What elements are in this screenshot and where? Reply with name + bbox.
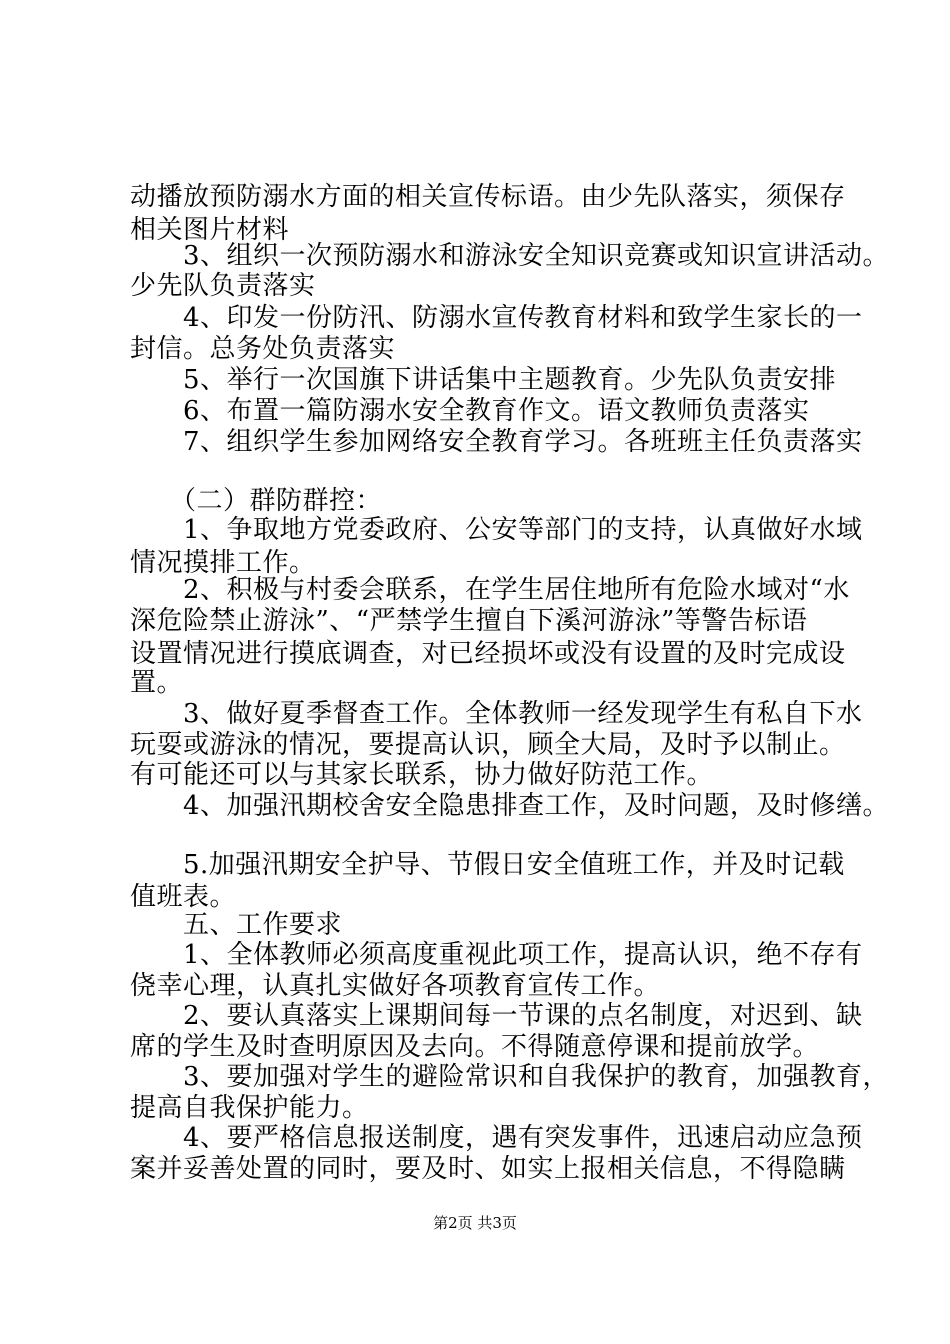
section-heading: 五、工作要求 bbox=[130, 910, 343, 940]
text-line: 4、印发一份防汛、防溺水宣传教育材料和致学生家长的一 bbox=[130, 303, 863, 333]
text-line: 玩耍或游泳的情况，要提高认识，顾全大局，及时予以制止。 bbox=[130, 730, 846, 760]
text-line: 4、要严格信息报送制度，遇有突发事件，迅速启动应急预 bbox=[130, 1123, 863, 1153]
text-line: 有可能还可以与其家长联系，协力做好防范工作。 bbox=[130, 760, 714, 790]
text-line: 封信。总务处负责落实 bbox=[130, 334, 396, 364]
text-line: 值班表。 bbox=[130, 882, 237, 912]
text-line: 7、组织学生参加网络安全教育学习。各班班主任负责落实 bbox=[130, 427, 863, 457]
text-line: 4、加强汛期校舍安全隐患排查工作，及时问题，及时修缮。 bbox=[130, 791, 890, 821]
text-line: 3、做好夏季督查工作。全体教师一经发现学生有私自下水 bbox=[130, 699, 863, 729]
text-line: 2、积极与村委会联系，在学生居住地所有危险水域对“水 bbox=[130, 575, 850, 605]
text-line: 侥幸心理，认真扎实做好各项教育宣传工作。 bbox=[130, 971, 661, 1001]
text-line: 深危险禁止游泳”、“严禁学生擅自下溪河游泳”等警告标语 bbox=[130, 606, 808, 636]
page-number-footer: 第2页 共3页 bbox=[433, 1214, 517, 1232]
text-line: 置。 bbox=[130, 668, 184, 698]
text-line: 1、争取地方党委政府、公安等部门的支持，认真做好水域 bbox=[130, 515, 863, 545]
text-line: 提高自我保护能力。 bbox=[130, 1093, 369, 1123]
text-line: 少先队负责落实 bbox=[130, 271, 316, 301]
section-heading: （二）群防群控： bbox=[130, 486, 383, 516]
text-line: 5、举行一次国旗下讲话集中主题教育。少先队负责安排 bbox=[130, 365, 837, 395]
text-line: 席的学生及时查明原因及去向。不得随意停课和提前放学。 bbox=[130, 1032, 820, 1062]
text-line: 情况摸排工作。 bbox=[130, 548, 316, 578]
text-line: 相关图片材料 bbox=[130, 215, 290, 245]
text-line: 2、要认真落实上课期间每一节课的点名制度，对迟到、缺 bbox=[130, 1001, 863, 1031]
text-line: 1、全体教师必须高度重视此项工作，提高认识，绝不存有 bbox=[130, 940, 863, 970]
text-line: 5.加强汛期安全护导、节假日安全值班工作，并及时记载 bbox=[130, 850, 845, 880]
text-line: 3、要加强对学生的避险常识和自我保护的教育，加强教育， bbox=[130, 1062, 890, 1092]
text-line: 案并妥善处置的同时，要及时、如实上报相关信息，不得隐瞒 bbox=[130, 1154, 846, 1184]
text-line: 3、组织一次预防溺水和游泳安全知识竞赛或知识宣讲活动。 bbox=[130, 241, 890, 271]
text-line: 动播放预防溺水方面的相关宣传标语。由少先队落实，须保存 bbox=[130, 182, 846, 212]
text-line: 6、布置一篇防溺水安全教育作文。语文教师负责落实 bbox=[130, 396, 810, 426]
text-line: 设置情况进行摸底调查，对已经损坏或没有设置的及时完成设 bbox=[130, 639, 846, 669]
